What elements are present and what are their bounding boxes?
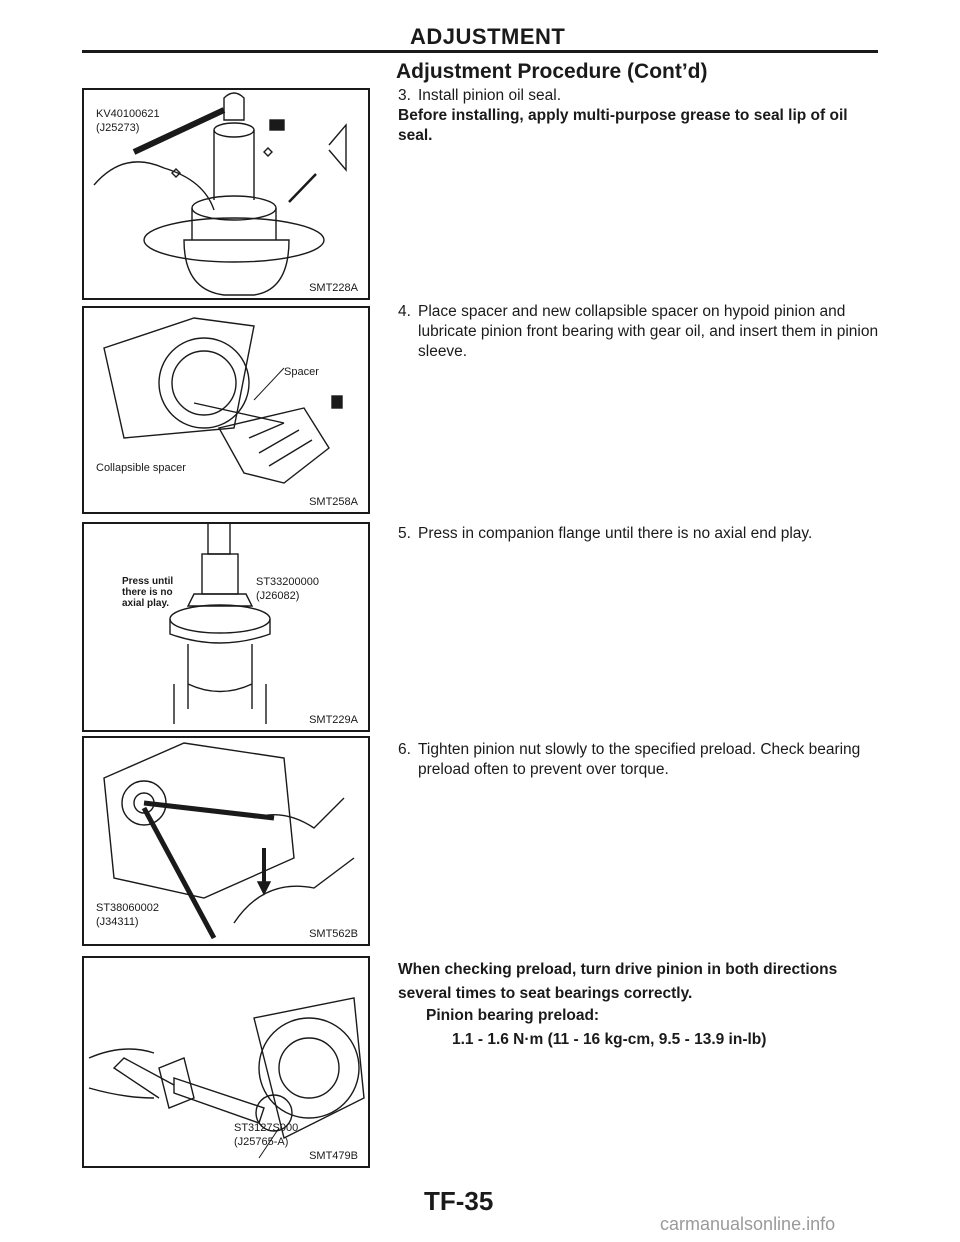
figure-code: SMT228A [309, 282, 358, 294]
preload-value [452, 1030, 872, 1050]
tool-alt-label: (J25765-A) [234, 1136, 289, 1148]
collapsible-spacer-label: Collapsible spacer [96, 462, 186, 474]
tool-alt-label: (J26082) [256, 590, 300, 602]
tool-number-label: KV40100621 [96, 108, 160, 120]
preload-label-text: Pinion bearing preload: [426, 1007, 600, 1024]
figure-press-flange [82, 522, 370, 732]
press-illustration [84, 524, 370, 732]
step-6 [398, 740, 888, 780]
step-5 [398, 524, 888, 544]
figure-preload-check [82, 956, 370, 1168]
header-rule [82, 50, 878, 53]
press-note-line-1: Press until [122, 576, 174, 587]
step-text: Install pinion oil seal. [418, 87, 562, 104]
step-number: 3. [398, 87, 411, 104]
preload-note [398, 958, 884, 1006]
preload-value-text: 1.1 - 1.6 N·m (11 - 16 kg-cm, 9.5 - 13.9 in-lb) [452, 1031, 767, 1048]
step-text: Press in companion flange until there is no axial end play. [418, 525, 813, 542]
step-3-note [398, 106, 882, 146]
preload-check-illustration [84, 958, 370, 1168]
tool-number-label: ST3127S000 [234, 1122, 299, 1134]
preload-label [426, 1006, 866, 1026]
step-text: Tighten pinion nut slowly to the specified preload. Check bearing preload often to prevent over torque. [418, 741, 861, 778]
figure-code: SMT258A [309, 496, 358, 508]
tool-number-label: ST38060002 [96, 902, 159, 914]
step-number: 6. [398, 741, 411, 758]
watermark: carmanualsonline.info [660, 1214, 836, 1234]
tool-alt-label: (J34311) [96, 916, 139, 928]
figure-code: SMT479B [309, 1150, 358, 1162]
section-title: Adjustment Procedure (Cont’d) [396, 60, 708, 83]
page-number: TF-35 [424, 1186, 494, 1216]
step-number: 4. [398, 303, 411, 320]
figure-oil-seal-install [82, 88, 370, 300]
tool-number-label: ST33200000 [256, 576, 319, 588]
step-note: Before installing, apply multi-purpose grease to seal lip of oil seal. [398, 107, 848, 144]
step-3 [398, 86, 888, 106]
step-text: Place spacer and new collapsible spacer on hypoid pinion and lubricate pinion front bearing with gear oil, and insert them in pinion sleeve. [418, 303, 879, 360]
figure-tighten-nut [82, 736, 370, 946]
spacer-label: Spacer [284, 366, 319, 378]
preload-note-text: When checking preload, turn drive pinion in both directions several times to seat bearings correctly. [398, 961, 838, 1002]
figure-code: SMT229A [309, 714, 358, 726]
press-note-line-2: there is no [122, 587, 173, 598]
tool-alt-label: (J25273) [96, 122, 140, 134]
figure-code: SMT562B [309, 928, 358, 940]
page-header-title: ADJUSTMENT [410, 24, 566, 49]
spacer-illustration [84, 308, 370, 514]
step-4 [398, 302, 888, 362]
step-number: 5. [398, 525, 411, 542]
figure-spacer [82, 306, 370, 514]
press-note-line-3: axial play. [122, 598, 170, 609]
